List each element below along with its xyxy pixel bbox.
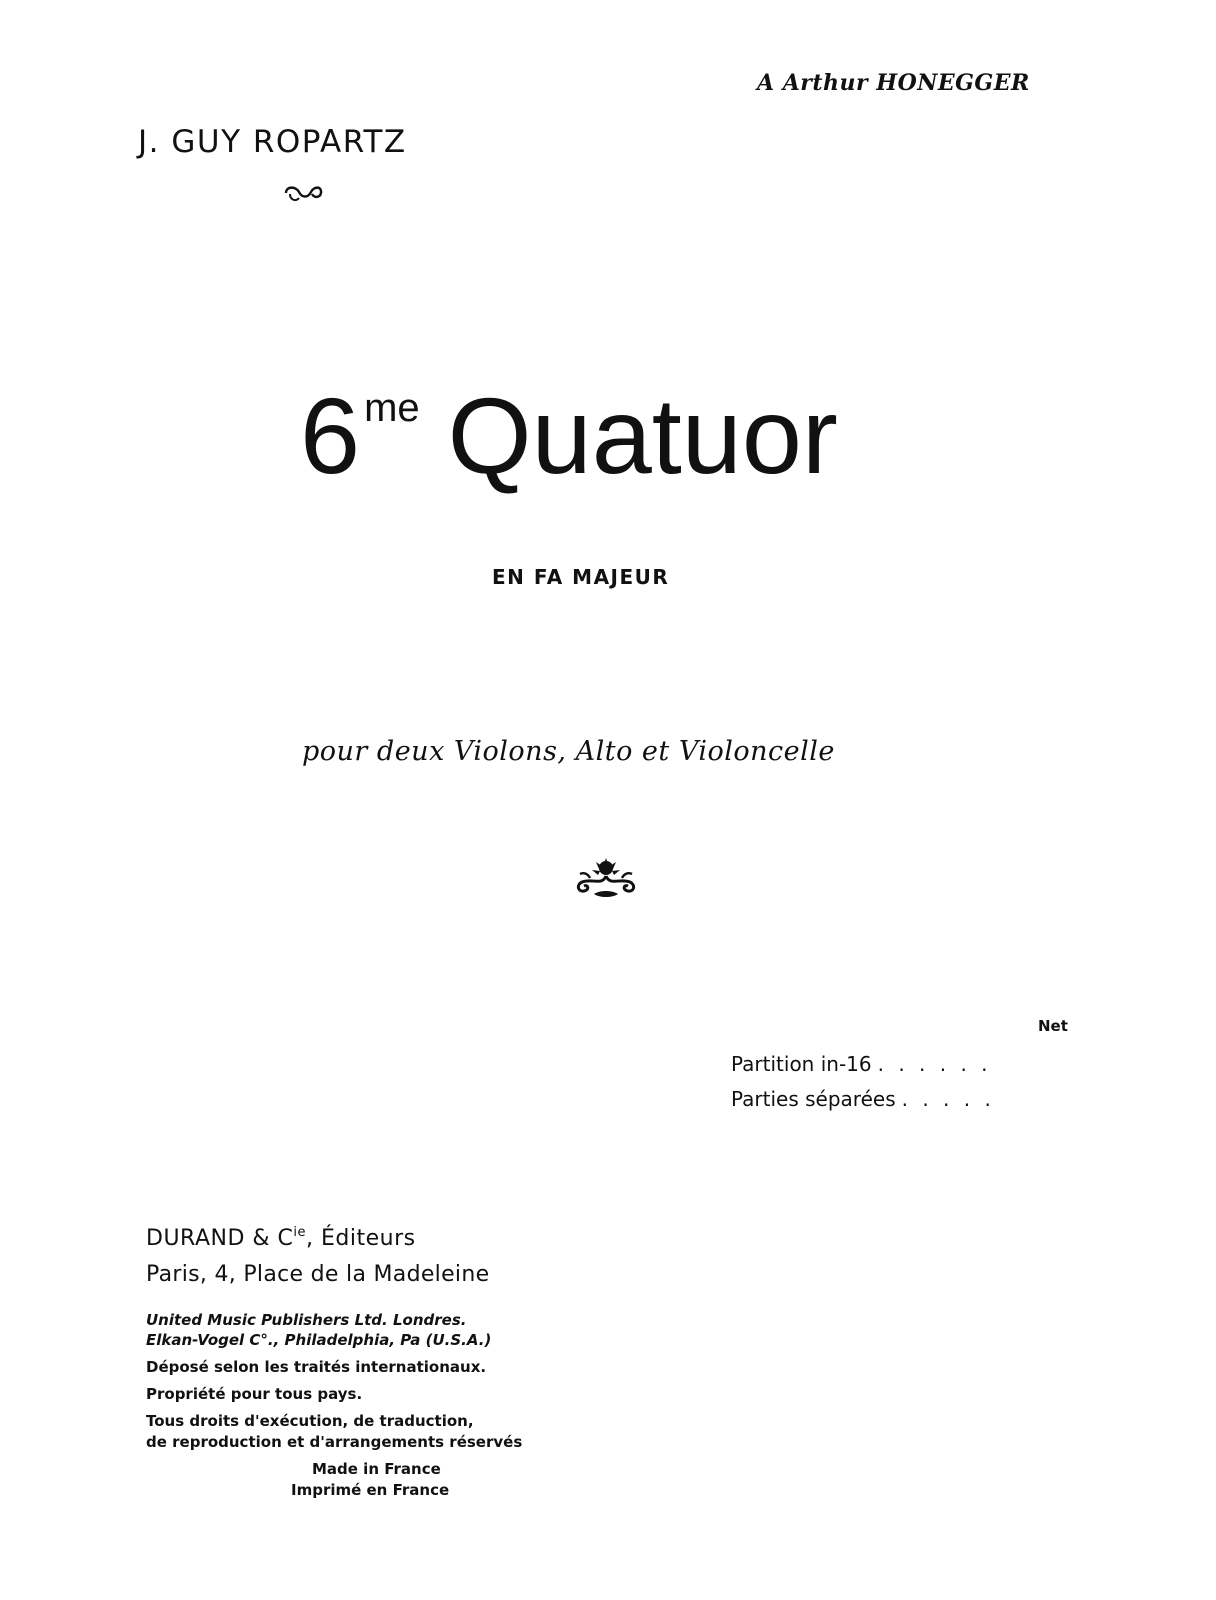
title-word: Quatuor (447, 375, 838, 496)
publisher-name-suffix: , Éditeurs (306, 1226, 416, 1251)
publisher-name-main: DURAND & C (146, 1226, 294, 1251)
price-item-leader: . . . . . (901, 1087, 995, 1111)
agent-line: Elkan-Vogel C°., Philadelphia, Pa (U.S.A.) (146, 1331, 492, 1349)
publisher-address: Paris, 4, Place de la Madeleine (146, 1262, 490, 1287)
price-header-net: Net (1038, 1017, 1068, 1035)
legal-line: Déposé selon les traités internationaux. (146, 1358, 487, 1376)
floral-vignette-icon (574, 856, 638, 904)
composer-name: J. GUY ROPARTZ (138, 124, 407, 160)
price-item-leader: . . . . . . (877, 1052, 992, 1076)
legal-line: de reproduction et d'arrangements réservés (146, 1433, 523, 1451)
title-number-suffix: me (364, 386, 420, 430)
price-item-label: Parties séparées (731, 1087, 896, 1111)
agent-line: United Music Publishers Ltd. Londres. (146, 1311, 467, 1329)
dedication: A Arthur HONEGGER (757, 70, 1030, 96)
price-item (731, 1052, 992, 1076)
price-item (731, 1087, 995, 1111)
publisher-name (146, 1225, 416, 1251)
price-item-label: Partition in-16 (731, 1052, 872, 1076)
legal-line: Propriété pour tous pays. (146, 1385, 363, 1403)
key-subtitle: EN FA MAJEUR (492, 565, 670, 589)
origin-line: Made in France (312, 1460, 441, 1478)
legal-line: Tous droits d'exécution, de traduction, (146, 1412, 474, 1430)
title-number: 6 (300, 375, 361, 496)
publisher-name-sup: ie (293, 1225, 307, 1240)
work-title (300, 375, 838, 496)
instrumentation-line: pour deux Violons, Alto et Violoncelle (302, 736, 835, 767)
origin-line: Imprimé en France (291, 1481, 450, 1499)
small-flourish-icon (282, 182, 324, 210)
